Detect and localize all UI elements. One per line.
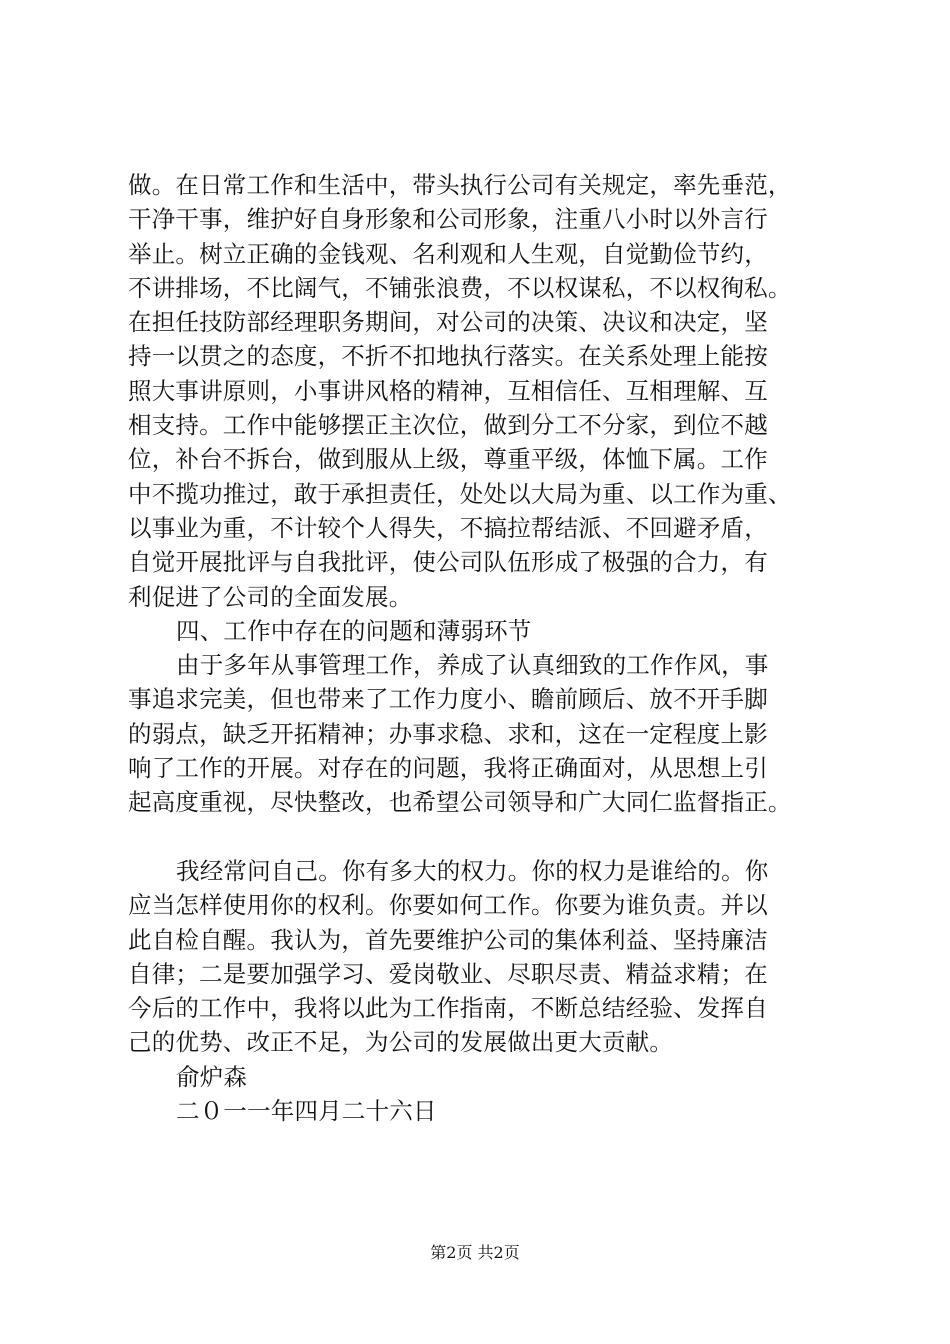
paragraph bbox=[128, 168, 828, 614]
text-line: 我经常问自己。你有多大的权力。你的权力是谁给的。你 bbox=[176, 856, 769, 885]
text-line: 中不揽功推过，敢于承担责任，处处以大局为重、以工作为重、 bbox=[128, 479, 792, 508]
text-line: 持一以贯之的态度，不折不扣地执行落实。在关系处理上能按 bbox=[128, 342, 768, 371]
text-line: 今后的工作中，我将以此为工作指南，不断总结经验、发挥自 bbox=[128, 994, 768, 1023]
text-line: 起高度重视，尽快整改，也希望公司领导和广大同仁监督指正。 bbox=[128, 788, 792, 817]
text-line: 举止。树立正确的金钱观、名利观和人生观，自觉勤俭节约， bbox=[128, 239, 768, 268]
text-line: 事追求完美，但也带来了工作力度小、瞻前顾后、放不开手脚 bbox=[128, 685, 768, 714]
paragraph bbox=[128, 1060, 828, 1094]
text-line: 由于多年从事管理工作，养成了认真细致的工作作风，事 bbox=[176, 651, 769, 680]
text-line: 利促进了公司的全面发展。 bbox=[128, 582, 413, 611]
text-line: 应当怎样使用你的权利。你要如何工作。你要为谁负责。并以 bbox=[128, 891, 768, 920]
text-line: 做。在日常工作和生活中，带头执行公司有关规定，率先垂范， bbox=[128, 171, 792, 199]
document-body bbox=[128, 168, 828, 1128]
paragraph bbox=[128, 854, 828, 1060]
text-line: 自律；二是要加强学习、爱岗敬业、尽职尽责、精益求精；在 bbox=[128, 959, 768, 988]
text-line: 此自检自醒。我认为，首先要维护公司的集体利益、坚持廉洁 bbox=[128, 925, 768, 954]
text-line: 不讲排场，不比阔气，不铺张浪费，不以权谋私，不以权徇私。 bbox=[128, 273, 792, 302]
paragraph bbox=[128, 648, 828, 819]
page-footer: 第2页 共2页 bbox=[430, 1243, 520, 1262]
text-line: 自觉开展批评与自我批评，使公司队伍形成了极强的合力，有 bbox=[128, 548, 768, 577]
paragraph bbox=[128, 614, 828, 648]
text-line: 干净干事，维护好自身形象和公司形象，注重八小时以外言行 bbox=[128, 205, 768, 234]
text-line: 在担任技防部经理职务期间，对公司的决策、决议和决定，坚 bbox=[128, 308, 768, 337]
text-line: 响了工作的开展。对存在的问题，我将正确面对，从思想上引 bbox=[128, 754, 768, 783]
text-line: 以事业为重，不计较个人得失，不搞拉帮结派、不回避矛盾， bbox=[128, 513, 768, 542]
text-line: 己的优势、改正不足，为公司的发展做出更大贡献。 bbox=[128, 1028, 674, 1057]
text-line: 俞炉森 bbox=[176, 1062, 248, 1091]
paragraph-gap bbox=[128, 820, 828, 854]
text-line: 四、工作中存在的问题和薄弱环节 bbox=[176, 616, 532, 645]
text-line: 相支持。工作中能够摆正主次位，做到分工不分家，到位不越 bbox=[128, 411, 768, 440]
paragraph bbox=[128, 1094, 828, 1128]
text-line: 的弱点，缺乏开拓精神；办事求稳、求和，这在一定程度上影 bbox=[128, 719, 768, 748]
text-line: 位，补台不拆台，做到服从上级，尊重平级，体恤下属。工作 bbox=[128, 445, 768, 474]
text-line: 照大事讲原则，小事讲风格的精神，互相信任、互相理解、互 bbox=[128, 376, 768, 405]
text-line: 二０一一年四月二十六日 bbox=[176, 1097, 437, 1126]
